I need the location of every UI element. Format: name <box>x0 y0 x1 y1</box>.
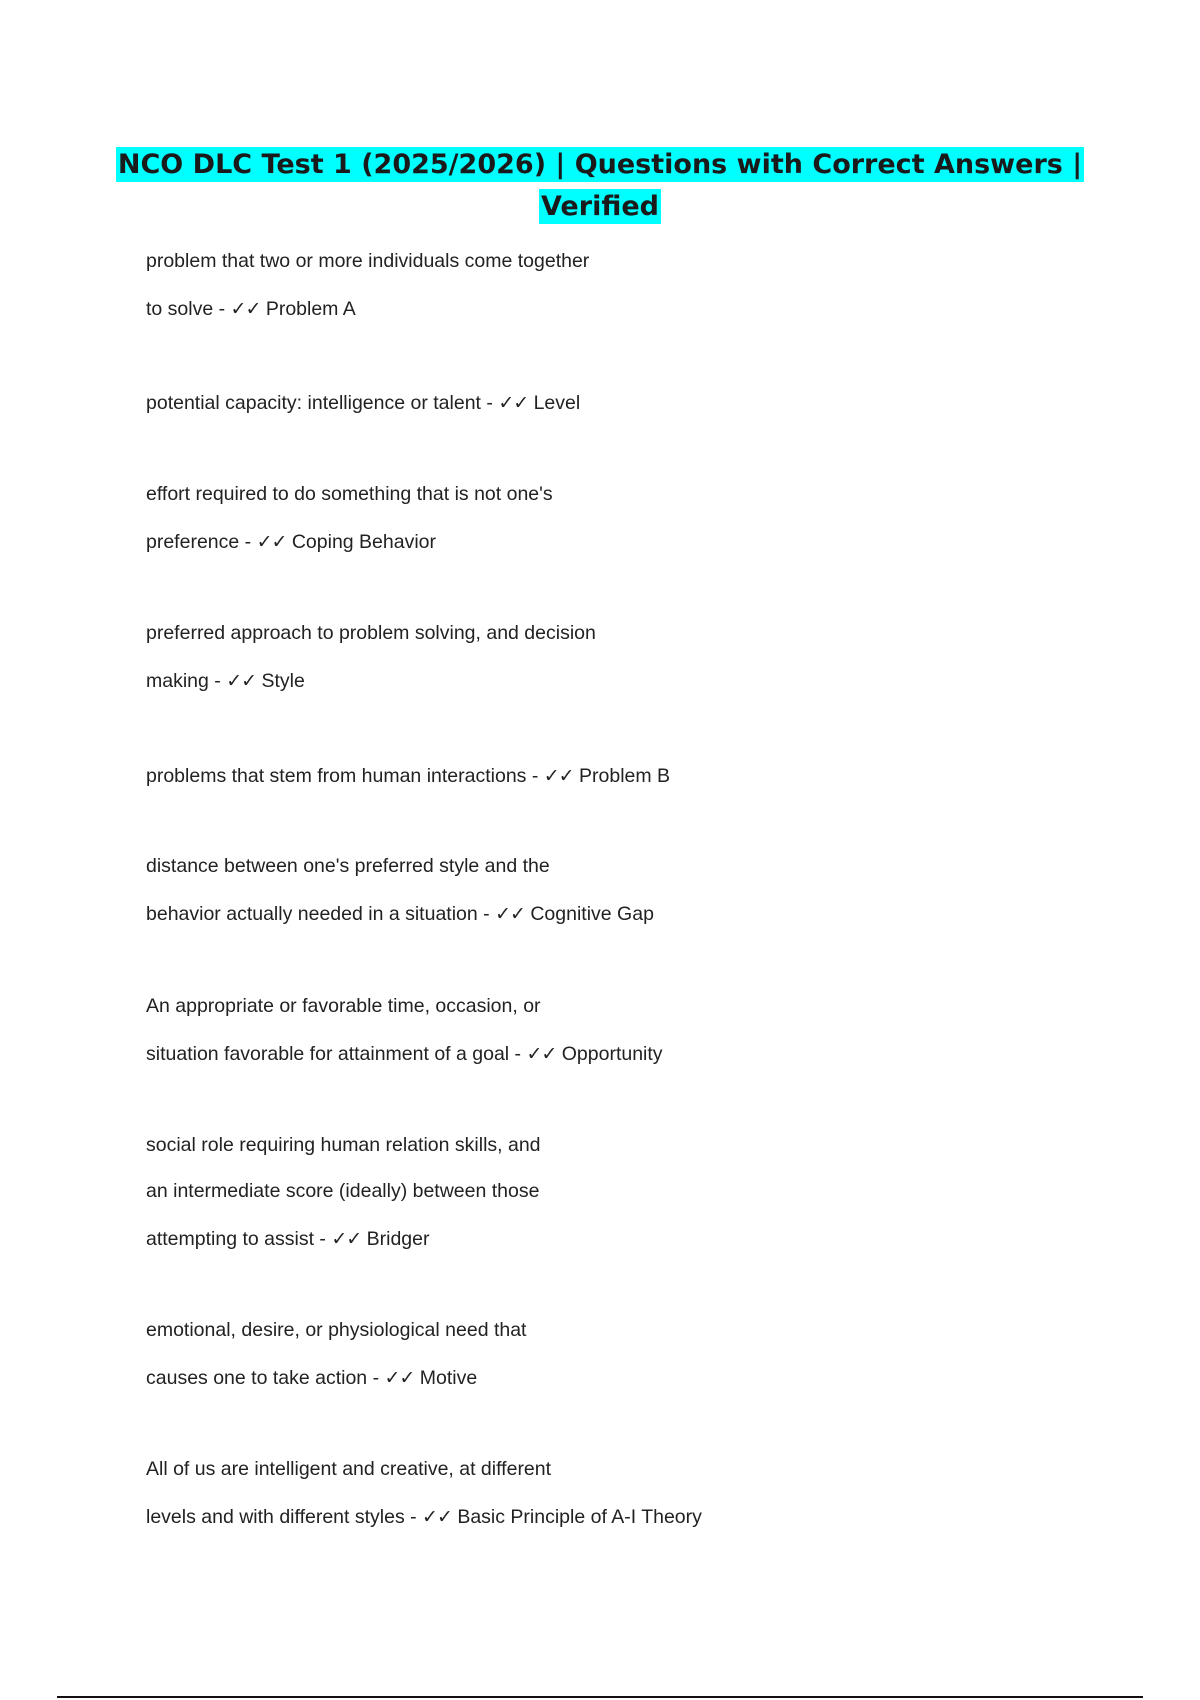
double-check-icon: ✓✓ <box>230 298 261 320</box>
question-line: social role requiring human relation skills, and <box>146 1134 541 1156</box>
separator: - <box>367 1367 385 1389</box>
question-line: problems that stem from human interactions <box>146 765 527 787</box>
qa-item <box>146 854 1046 926</box>
double-check-icon: ✓✓ <box>226 670 257 692</box>
separator: - <box>477 903 496 925</box>
question-answer-line <box>146 1505 1046 1529</box>
question-answer-line <box>146 1366 1046 1390</box>
separator: - <box>480 392 499 414</box>
double-check-icon: ✓✓ <box>498 392 529 414</box>
answer-text: Bridger <box>366 1228 430 1250</box>
question-answer-line <box>146 902 1046 926</box>
double-check-icon: ✓✓ <box>543 765 574 787</box>
footer-divider <box>57 1696 1143 1698</box>
question-answer-line <box>146 669 1046 693</box>
answer-text: Style <box>261 670 305 692</box>
title-line-2: Verified <box>541 191 659 222</box>
qa-item <box>146 764 1046 788</box>
answer-text: Basic Principle of A-I Theory <box>457 1506 702 1528</box>
double-check-icon: ✓✓ <box>526 1043 557 1065</box>
question-line: preferred approach to problem solving, and decision <box>146 622 596 644</box>
qa-item <box>146 1133 1046 1251</box>
question-answer-line <box>146 530 1046 554</box>
answer-text: Opportunity <box>561 1043 663 1065</box>
question-line: potential capacity: intelligence or talent <box>146 392 481 414</box>
separator: - <box>509 1043 527 1065</box>
qa-item <box>146 994 1046 1066</box>
question-answer-line <box>146 297 1046 321</box>
question-line: an intermediate score (ideally) between those <box>146 1180 540 1202</box>
qa-item <box>146 621 1046 693</box>
question-line: causes one to take action <box>146 1367 368 1389</box>
qa-item <box>146 391 1046 415</box>
question-line: situation favorable for attainment of a goal <box>146 1043 510 1065</box>
answer-text: Problem A <box>265 298 356 320</box>
qa-item <box>146 1318 1046 1390</box>
question-line: effort required to do something that is not one's <box>146 483 553 505</box>
document-title <box>100 144 1100 228</box>
question-line: An appropriate or favorable time, occasion, or <box>146 995 541 1017</box>
question-line: preference <box>146 531 240 553</box>
separator: - <box>208 670 227 692</box>
separator: - <box>239 531 257 553</box>
question-line: problem that two or more individuals come together <box>146 250 590 272</box>
question-line: making <box>146 670 209 692</box>
question-answer-line <box>146 764 1046 788</box>
question-answer-line <box>146 391 1046 415</box>
question-line: attempting to assist <box>146 1228 314 1250</box>
qa-item <box>146 249 1046 321</box>
separator: - <box>404 1506 423 1528</box>
question-line: behavior actually needed in a situation <box>146 903 478 925</box>
question-answer-line <box>146 1227 1046 1251</box>
question-line: emotional, desire, or physiological need that <box>146 1319 527 1341</box>
qa-item <box>146 482 1046 554</box>
answer-text: Cognitive Gap <box>530 903 654 925</box>
separator: - <box>526 765 544 787</box>
qa-item <box>146 1457 1046 1529</box>
question-line: distance between one's preferred style and the <box>146 855 550 877</box>
question-line: to solve <box>146 298 214 320</box>
double-check-icon: ✓✓ <box>422 1506 452 1528</box>
answer-text: Motive <box>419 1367 478 1389</box>
answer-text: Coping Behavior <box>291 531 437 553</box>
double-check-icon: ✓✓ <box>384 1367 415 1389</box>
title-line-1: NCO DLC Test 1 (2025/2026) | Questions with Correct Answers | <box>117 149 1083 180</box>
question-line: All of us are intelligent and creative, at different <box>146 1458 552 1480</box>
answer-text: Level <box>533 392 581 414</box>
double-check-icon: ✓✓ <box>256 531 287 553</box>
separator: - <box>314 1228 332 1250</box>
question-answer-line <box>146 1042 1046 1066</box>
answer-text: Problem B <box>579 765 671 787</box>
question-line: levels and with different styles <box>146 1506 405 1528</box>
double-check-icon: ✓✓ <box>331 1228 362 1250</box>
separator: - <box>213 298 231 320</box>
double-check-icon: ✓✓ <box>495 903 525 925</box>
